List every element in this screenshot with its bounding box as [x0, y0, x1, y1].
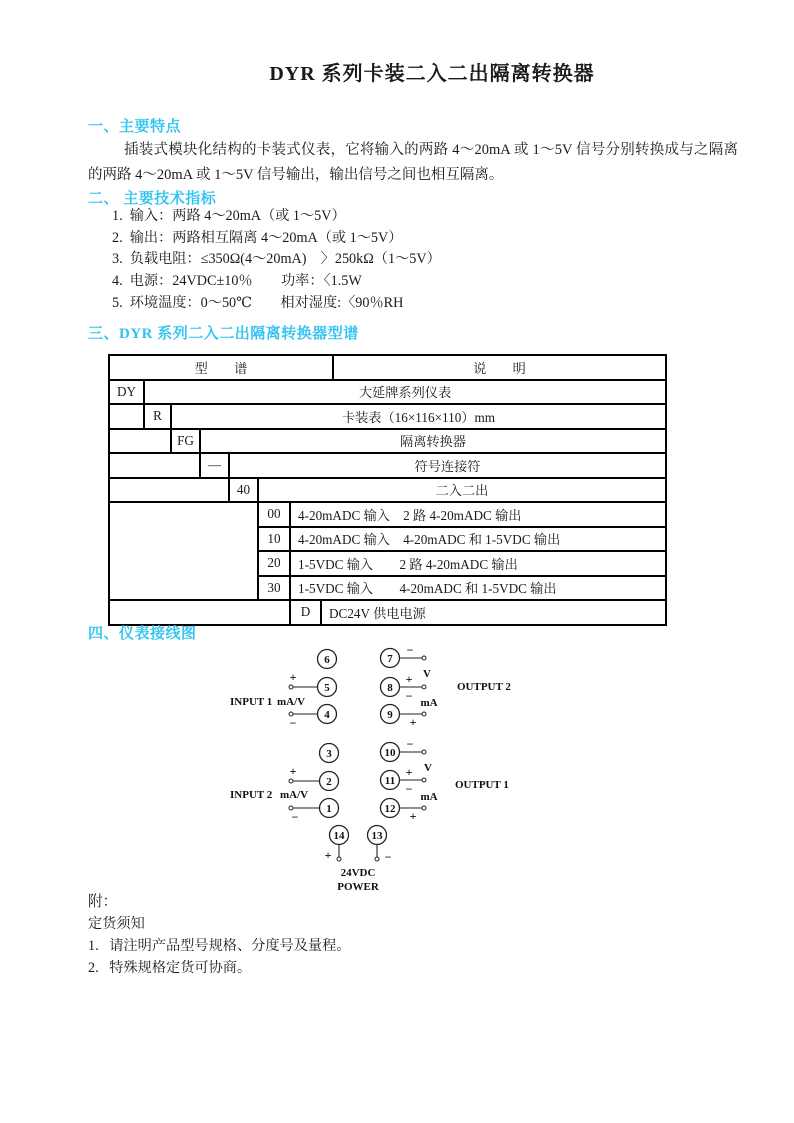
- table-row-dash: [109, 453, 666, 478]
- code-cell-20: 20: [258, 551, 290, 576]
- power-voltage-label: 24VDC: [340, 867, 376, 879]
- desc-cell-dash: 符号连接符: [229, 453, 666, 478]
- empty-cell: [109, 453, 200, 478]
- appendix-item-1: 1. 请注明产品型号规格、分度号及量程。: [88, 938, 351, 954]
- section-heading-wiring: 四、仪表接线图: [88, 626, 197, 642]
- input2-unit-label: mA/V: [280, 789, 309, 801]
- minus-sign: −: [384, 850, 392, 864]
- desc-cell-r: 卡装表（16×116×110）mm: [171, 404, 666, 429]
- plus-sign: +: [405, 672, 413, 686]
- specs-list: [112, 206, 441, 314]
- terminal-dot-icon: [289, 685, 293, 689]
- desc-cell-d: DC24V 供电电源: [321, 600, 666, 625]
- code-cell-00: 00: [258, 502, 290, 527]
- terminal-number: 1: [326, 803, 332, 815]
- terminal-number: 7: [387, 653, 393, 665]
- input2-label: INPUT 2: [230, 789, 273, 801]
- table-header-description: 说 明: [333, 355, 666, 380]
- appendix: [88, 891, 350, 979]
- code-cell-dash: —: [200, 453, 229, 478]
- minus-sign: −: [289, 716, 297, 730]
- table-row-r: [109, 404, 666, 429]
- table-row-fg: [109, 429, 666, 454]
- features-paragraph: 插装式模块化结构的卡装式仪表，它将输入的两路 4～20mA 或 1～5V 信号分别转换成与之隔离的两路 4～20mA 或 1～5V 信号输出，输出信号之间也相互隔离。: [88, 142, 738, 183]
- empty-cell: [109, 404, 144, 429]
- plus-sign: +: [409, 715, 417, 729]
- appendix-subtitle: 定货须知: [88, 916, 145, 932]
- terminal-number: 8: [387, 682, 393, 694]
- spec-item-environment: 5. 环境温度：0～50℃ 相对湿度:〈90％RH: [112, 294, 404, 311]
- empty-cell: [109, 600, 290, 625]
- desc-cell-dy: 大延牌系列仪表: [144, 380, 666, 405]
- terminal-dot-icon: [375, 857, 379, 861]
- output1-label: OUTPUT 1: [455, 779, 509, 791]
- table-header-spectrum: 型 谱: [109, 355, 333, 380]
- terminal-number: 5: [324, 682, 330, 694]
- plus-sign: +: [409, 809, 417, 823]
- appendix-title: 附：: [88, 894, 118, 910]
- power-label: POWER: [337, 881, 379, 893]
- table-row-d: [109, 600, 666, 625]
- plus-sign: +: [324, 848, 332, 862]
- terminal-number: 4: [324, 709, 330, 721]
- plus-sign: +: [289, 670, 297, 684]
- current-label: mA: [420, 697, 438, 709]
- voltage-label: V: [424, 762, 432, 774]
- code-cell-40: 40: [229, 478, 258, 503]
- spec-item-output: 2. 输出：两路相互隔离 4～20mA（或 1～5V）: [112, 229, 403, 246]
- model-spectrum-table: [108, 354, 667, 626]
- current-label: mA: [420, 791, 438, 803]
- spec-item-load-resistance: 3. 负载电阻：≤350Ω(4～20mA) 〉250kΩ（1～5V）: [112, 251, 441, 268]
- empty-cell: [109, 429, 171, 454]
- desc-cell-40: 二入二出: [258, 478, 666, 503]
- code-cell-30: 30: [258, 576, 290, 601]
- table-row-40: [109, 478, 666, 503]
- minus-sign: −: [405, 782, 413, 796]
- terminal-number: 12: [384, 803, 396, 815]
- wiring-diagram: [220, 645, 520, 900]
- empty-cell: [109, 478, 229, 503]
- desc-cell-fg: 隔离转换器: [200, 429, 666, 454]
- empty-cell: [109, 502, 258, 600]
- terminal-dot-icon: [289, 779, 293, 783]
- terminal-number: 14: [333, 830, 345, 842]
- terminal-dot-icon: [337, 857, 341, 861]
- terminal-dot-icon: [422, 750, 426, 754]
- terminal-number: 10: [384, 747, 396, 759]
- output2-label: OUTPUT 2: [457, 681, 511, 693]
- section-heading-model-table: 三、DYR 系列二入二出隔离转换器型谱: [88, 326, 359, 342]
- terminal-dot-icon: [422, 656, 426, 660]
- terminal-dot-icon: [422, 685, 426, 689]
- terminal-dot-icon: [422, 712, 426, 716]
- terminal-number: 11: [384, 775, 396, 787]
- section-heading-specs: 二、 主要技术指标: [88, 191, 217, 207]
- minus-sign: −: [406, 737, 414, 751]
- desc-cell-30: 1-5VDC 输入 4-20mADC 和 1-5VDC 输出: [290, 576, 666, 601]
- terminal-dot-icon: [422, 778, 426, 782]
- code-cell-d: D: [290, 600, 321, 625]
- table-header-row: [109, 355, 666, 380]
- input1-unit-label: mA/V: [277, 696, 306, 708]
- desc-cell-00: 4-20mADC 输入 2 路 4-20mADC 输出: [290, 502, 666, 527]
- minus-sign: −: [406, 645, 414, 657]
- spec-item-input: 1. 输入：两路 4～20mA（或 1～5V）: [112, 208, 346, 224]
- plus-sign: +: [289, 764, 297, 778]
- code-cell-10: 10: [258, 527, 290, 552]
- minus-sign: −: [291, 810, 299, 824]
- terminal-number: 13: [371, 830, 383, 842]
- terminal-number: 9: [387, 709, 393, 721]
- input1-label: INPUT 1: [230, 696, 273, 708]
- code-cell-dy: DY: [109, 380, 144, 405]
- page-title: DYR 系列卡装二入二出隔离转换器: [269, 63, 595, 85]
- table-row-00: [109, 502, 666, 527]
- desc-cell-20: 1-5VDC 输入 2 路 4-20mADC 输出: [290, 551, 666, 576]
- desc-cell-10: 4-20mADC 输入 4-20mADC 和 1-5VDC 输出: [290, 527, 666, 552]
- code-cell-r: R: [144, 404, 171, 429]
- plus-sign: +: [405, 765, 413, 779]
- terminal-dot-icon: [422, 806, 426, 810]
- voltage-label: V: [423, 668, 431, 680]
- terminal-number: 2: [326, 776, 332, 788]
- spec-item-power: 4. 电源：24VDC±10％ 功率：〈1.5W: [112, 273, 362, 290]
- section-heading-features: 一、主要特点: [88, 119, 182, 135]
- table-row-dy: [109, 380, 666, 405]
- terminal-number: 3: [326, 748, 332, 760]
- terminal-number: 6: [324, 654, 330, 666]
- code-cell-fg: FG: [171, 429, 200, 454]
- appendix-item-2: 2. 特殊规格定货可协商。: [88, 960, 252, 976]
- minus-sign: −: [405, 689, 413, 703]
